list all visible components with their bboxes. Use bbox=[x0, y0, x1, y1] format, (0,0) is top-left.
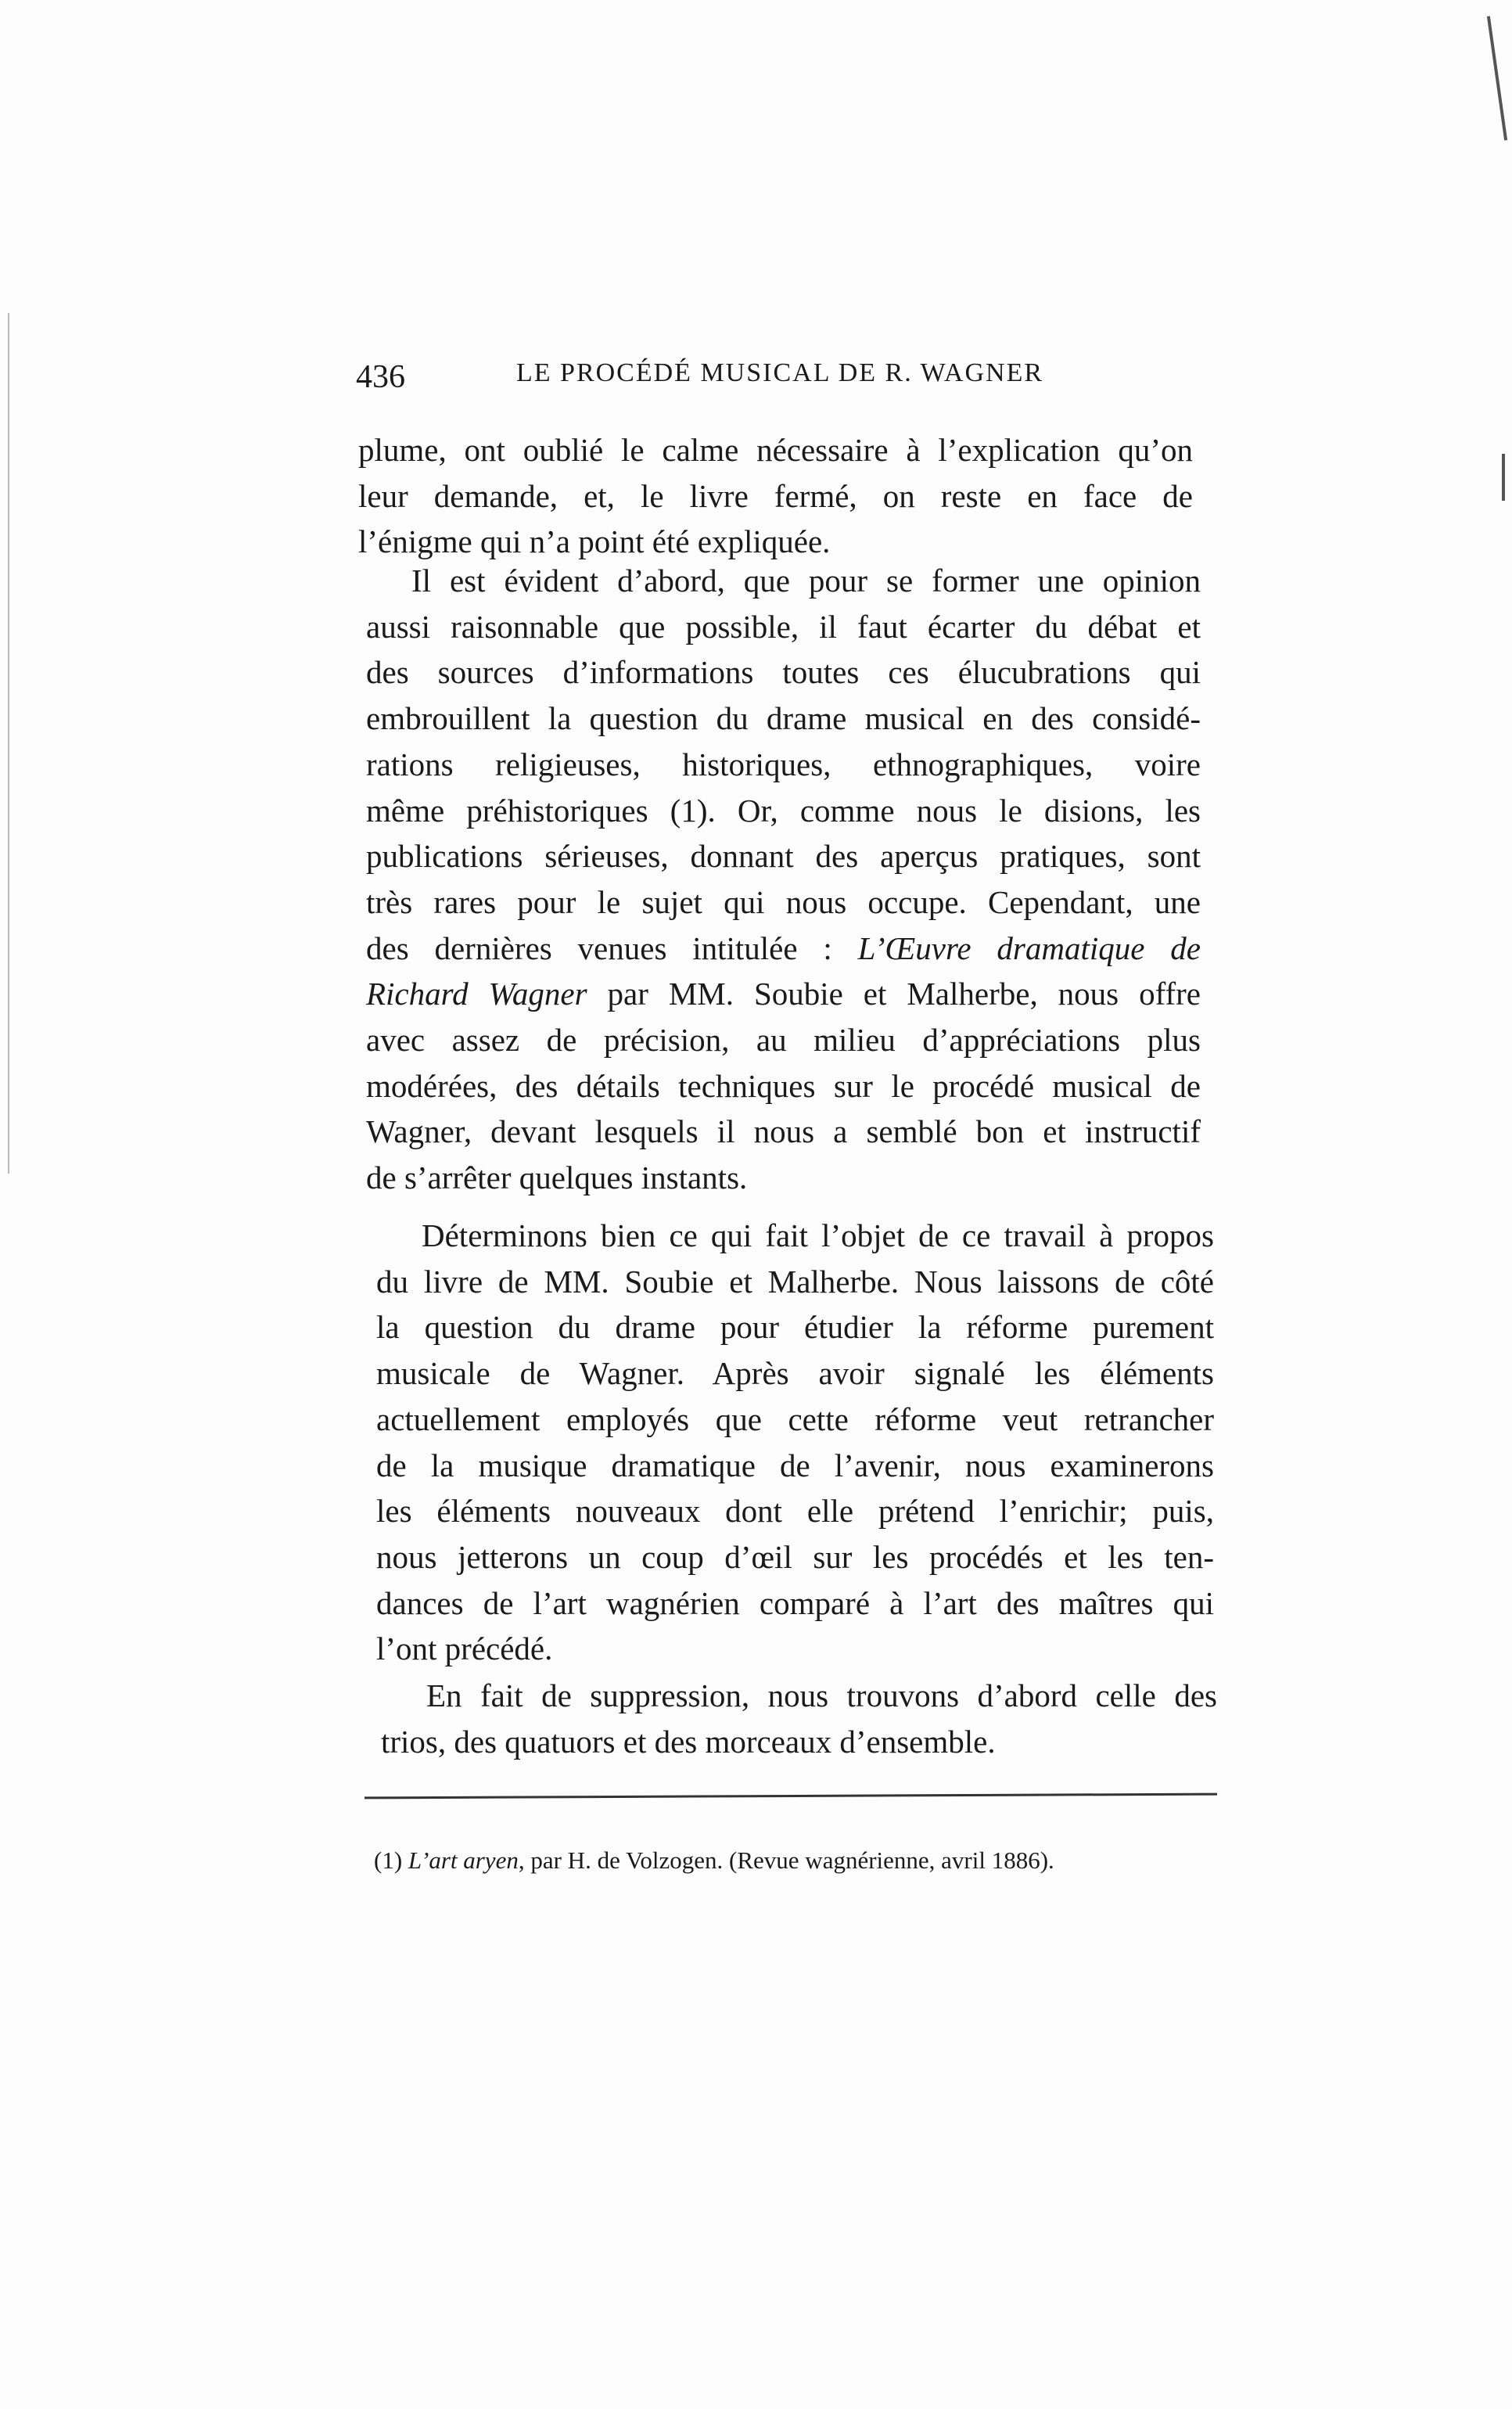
text-segment: l’ont précédé. bbox=[376, 1631, 553, 1667]
text-line bbox=[376, 1354, 1214, 1393]
footnote bbox=[374, 1846, 1054, 1875]
text-segment: musicale de Wagner. Après avoir signalé les éléments bbox=[376, 1355, 1214, 1392]
text-segment: des dernières venues intitulée : bbox=[366, 929, 858, 966]
text-segment: embrouillent la question du drame musical en des considé- bbox=[366, 700, 1201, 737]
text-line bbox=[358, 522, 1193, 561]
text-line bbox=[376, 1584, 1214, 1623]
text-segment: les éléments nouveaux dont elle prétend l’enrichir; puis, bbox=[376, 1493, 1214, 1530]
text-segment: En fait de suppression, nous trouvons d’abord celle des bbox=[426, 1677, 1217, 1713]
text-line bbox=[366, 974, 1201, 1013]
text-line bbox=[358, 430, 1193, 469]
italic-title: L’Œuvre dramatique de bbox=[857, 929, 1201, 966]
italic-title: Richard Wagner bbox=[366, 976, 587, 1012]
text-line bbox=[376, 1629, 1214, 1668]
text-segment: dances de l’art wagnérien comparé à l’art des maîtres qui bbox=[376, 1584, 1214, 1621]
text-segment: Il est évident d’abord, que pour se former une opinion bbox=[411, 563, 1201, 599]
text-line bbox=[366, 883, 1201, 922]
scan-edge-mark bbox=[1502, 454, 1505, 501]
text-segment: Wagner, devant lesquels il nous a semblé bon et instructif bbox=[366, 1113, 1201, 1150]
text-segment: publications sérieuses, donnant des aperçus pratiques, sont bbox=[366, 838, 1201, 875]
text-line bbox=[366, 1020, 1201, 1059]
text-segment: du livre de MM. Soubie et Malherbe. Nous laissons de côté bbox=[376, 1263, 1214, 1300]
text-line bbox=[376, 1446, 1214, 1485]
text-line bbox=[376, 1400, 1214, 1439]
text-line bbox=[422, 1216, 1214, 1255]
text-segment: trios, des quatuors et des morceaux d’ensemble. bbox=[381, 1723, 996, 1760]
text-line bbox=[358, 476, 1193, 516]
text-line bbox=[376, 1307, 1214, 1347]
text-segment: aussi raisonnable que possible, il faut écarter du débat et bbox=[366, 608, 1201, 645]
text-line bbox=[366, 699, 1201, 738]
footnote-text: , par H. de Volzogen. (Revue wagnérienne, avril 1886). bbox=[518, 1846, 1054, 1874]
text-line bbox=[366, 745, 1201, 784]
text-line bbox=[366, 1158, 1201, 1197]
text-line bbox=[366, 1066, 1201, 1106]
footnote-title: L’art aryen bbox=[408, 1846, 519, 1874]
text-segment: très rares pour le sujet qui nous occupe. Cependant, une bbox=[366, 883, 1201, 920]
text-segment: de la musique dramatique de l’avenir, nous examinerons bbox=[376, 1447, 1214, 1483]
footnote-rule bbox=[365, 1793, 1217, 1800]
text-segment: de s’arrêter quelques instants. bbox=[366, 1160, 748, 1196]
text-line bbox=[366, 791, 1201, 830]
text-segment: actuellement employés que cette réforme veut retrancher bbox=[376, 1400, 1214, 1437]
text-line bbox=[366, 607, 1201, 646]
text-segment: avec assez de précision, au milieu d’appréciations plus bbox=[366, 1022, 1201, 1058]
text-segment: rations religieuses, historiques, ethnographiques, voire bbox=[366, 746, 1201, 782]
text-line bbox=[411, 561, 1201, 600]
text-segment: plume, ont oublié le calme nécessaire à l’explication qu’on bbox=[358, 432, 1193, 468]
text-segment: la question du drame pour étudier la réforme purement bbox=[376, 1309, 1214, 1346]
text-line bbox=[366, 836, 1201, 876]
page-number: 436 bbox=[356, 359, 405, 395]
scan-edge-mark bbox=[1487, 16, 1507, 141]
text-segment: nous jetterons un coup d’œil sur les procédés et les ten- bbox=[376, 1538, 1214, 1575]
text-segment: Déterminons bien ce qui fait l’objet de ce travail à propos bbox=[422, 1217, 1214, 1253]
text-segment: des sources d’informations toutes ces élucubrations qui bbox=[366, 654, 1201, 691]
text-line bbox=[376, 1491, 1214, 1530]
footnote-marker: (1) bbox=[374, 1846, 408, 1874]
text-line bbox=[366, 653, 1201, 692]
text-segment: leur demande, et, le livre fermé, on reste en face de bbox=[358, 477, 1193, 514]
text-line bbox=[426, 1676, 1217, 1715]
text-line bbox=[376, 1537, 1214, 1577]
text-segment: l’énigme qui n’a point été expliquée. bbox=[358, 523, 831, 560]
text-line bbox=[381, 1722, 1217, 1761]
text-line bbox=[376, 1262, 1214, 1301]
text-segment: par MM. Soubie et Malherbe, nous offre bbox=[587, 976, 1201, 1012]
text-segment: modérées, des détails techniques sur le procédé musical de bbox=[366, 1067, 1201, 1104]
running-title: LE PROCÉDÉ MUSICAL DE R. WAGNER bbox=[516, 358, 1044, 387]
scan-edge-mark bbox=[8, 313, 9, 1174]
text-line bbox=[366, 929, 1201, 968]
text-line bbox=[366, 1112, 1201, 1151]
text-segment: même préhistoriques (1). Or, comme nous le disions, les bbox=[366, 792, 1201, 829]
